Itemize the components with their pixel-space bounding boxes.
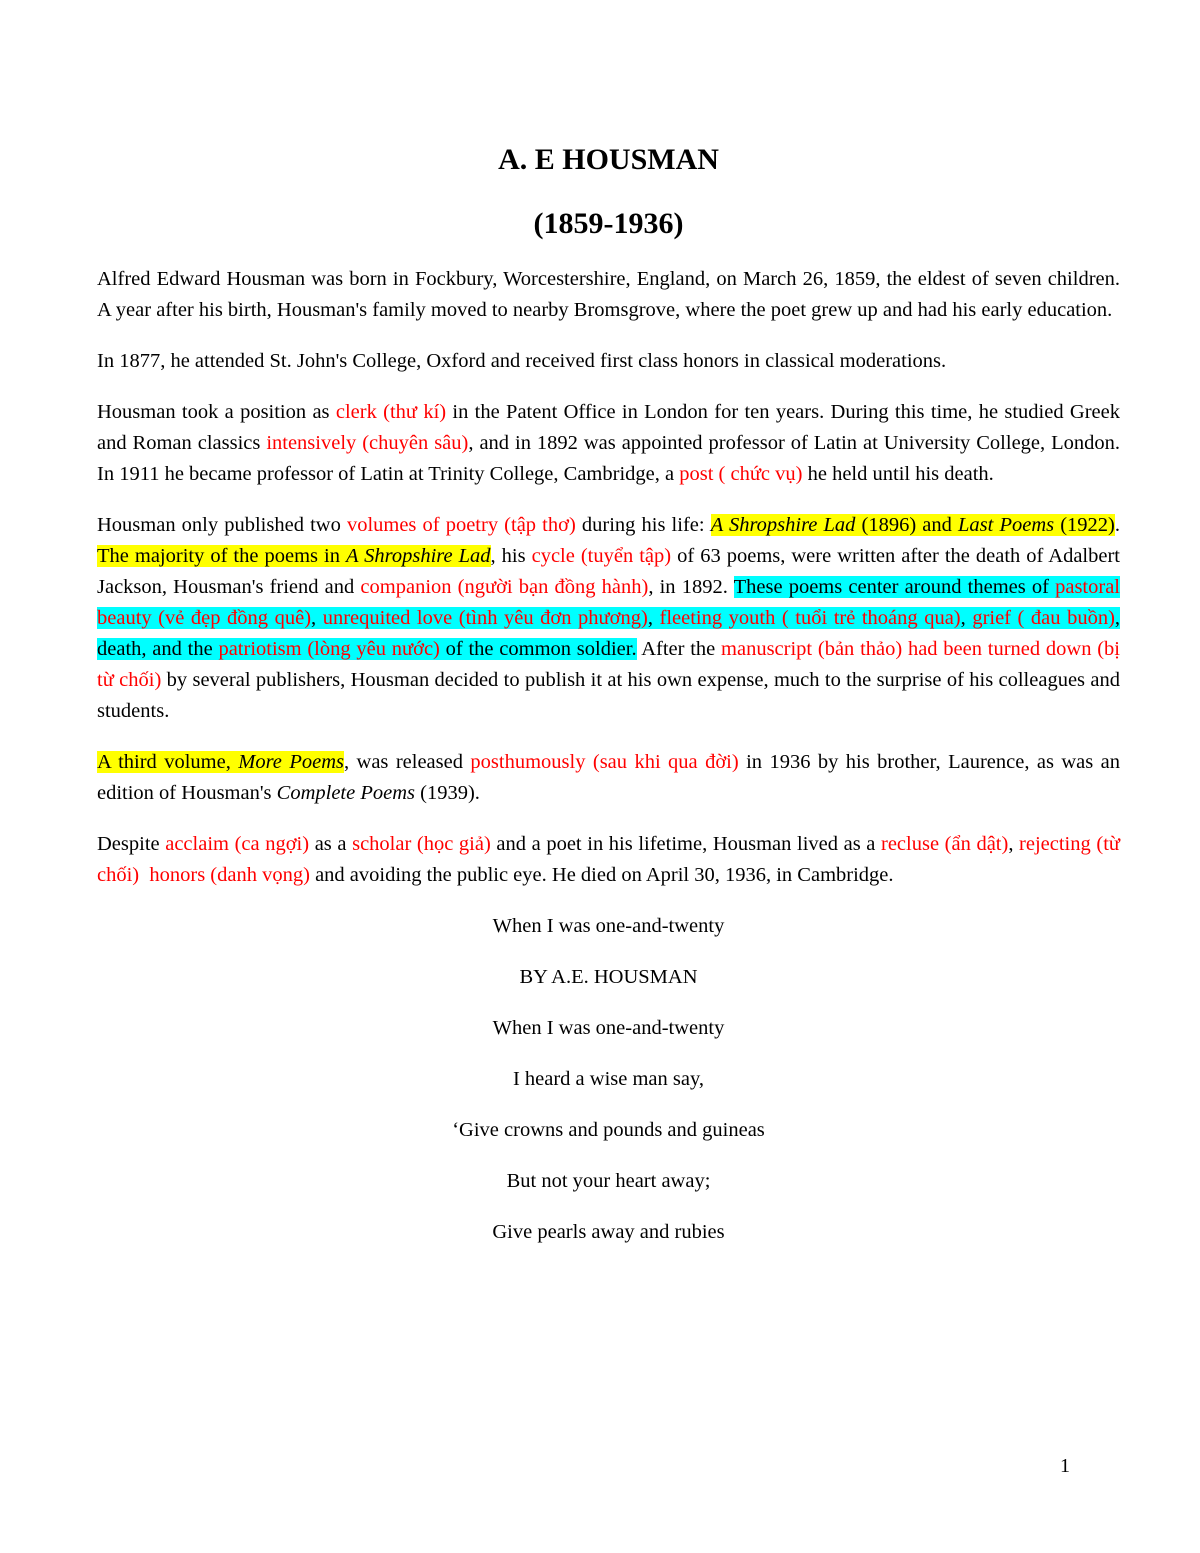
vocab-term: intensively (chuyên sâu) (266, 432, 469, 454)
text-run: by several publishers, Housman decided to publish it at his own expense, much to the surprise of his colleagues and students. (97, 669, 1120, 722)
text-run: (1922) (1054, 514, 1115, 536)
text-run: , in 1892. (648, 576, 734, 598)
text-run (139, 864, 149, 886)
vocab-term: cycle (tuyển tập) (531, 545, 672, 567)
text-run: After the (636, 638, 722, 660)
text-run: Housman took a position as (97, 401, 336, 423)
paragraph-later-life (97, 829, 1120, 891)
vocab-term: post ( chức vụ) (679, 463, 803, 485)
highlight-yellow (97, 545, 491, 567)
book-title: Complete Poems (276, 782, 415, 804)
vocab-term: clerk (thư kí) (335, 401, 447, 423)
text-run: of the common soldier. (439, 638, 637, 660)
text-run: Housman only published two (97, 514, 347, 536)
text-run: , was released (343, 751, 471, 773)
poem-line: ‘Give crowns and pounds and guineas (452, 1119, 765, 1141)
text-run: he held until his death. (802, 463, 994, 485)
paragraph-birth: Alfred Edward Housman was born in Fockbury, Worcestershire, England, on March 26, 1859, the eldest of seven children. A year after his birth, Housman's family moved to nearby Bromsgrove, where the poet grew up and had his early education. (97, 268, 1120, 321)
vocab-term: manuscript (bản thảo) had been turned down (bị từ chối) (97, 638, 1120, 691)
text-run: , (311, 607, 323, 629)
text-run: , (960, 607, 973, 629)
vocab-term: pastoral beauty (vẻ đẹp đồng quê) (97, 576, 1121, 629)
book-title: Last Poems (958, 514, 1055, 536)
poem-line: I heard a wise man say, (512, 1068, 705, 1090)
text-run: The majority of the poems in (97, 545, 346, 567)
vocab-term: companion (người bạn đồng hành) (360, 576, 649, 598)
poem-author: BY A.E. HOUSMAN (519, 966, 698, 988)
poem-title: When I was one-and-twenty (492, 915, 725, 937)
vocab-term: patriotism (lòng yêu nước) (218, 638, 440, 660)
text-run: , (647, 607, 660, 629)
vocab-term: grief ( đau buồn) (972, 607, 1115, 629)
vocab-term: volumes of poetry (tập thơ) (346, 514, 576, 536)
text-run: (1939). (415, 782, 480, 804)
highlight-yellow (711, 514, 1115, 536)
vocab-term: unrequited love (tình yêu đơn phương) (322, 607, 648, 629)
poem-line: But not your heart away; (506, 1170, 711, 1192)
text-run: Despite (97, 833, 166, 855)
text-run: . (1114, 514, 1120, 536)
text-run: , death, and the (97, 607, 1121, 660)
text-run: and avoiding the public eye. He died on April 30, 1936, in Cambridge. (309, 864, 894, 886)
text-run: in the Patent Office in London for ten years. During this time, he studied Greek and Roman classics (97, 401, 1120, 454)
vocab-term: posthumously (sau khi qua đời) (470, 751, 739, 773)
text-run: These poems center around themes of (733, 576, 1056, 598)
paragraph-publications (97, 510, 1120, 727)
vocab-term: honors (danh vọng) (149, 864, 310, 886)
book-title: A Shropshire Lad (710, 514, 856, 536)
vocab-term: rejecting (từ chối) (97, 833, 1120, 886)
book-title: More Poems (238, 751, 344, 773)
vocab-term: scholar (học giả) (352, 833, 491, 855)
highlight-yellow (97, 751, 344, 773)
text-run: , his (490, 545, 532, 567)
text-run: in 1936 by his brother, Laurence, as was an edition of Housman's (97, 751, 1121, 804)
page-subtitle-years: (1859-1936) (533, 207, 684, 240)
paragraph-education: In 1877, he attended St. John's College, Oxford and received first class honors in classical moderations. (97, 350, 947, 372)
text-run: A third volume, (97, 751, 239, 773)
paragraph-third-volume (97, 747, 1120, 809)
text-run: , and in 1892 was appointed professor of Latin at University College, London. In 1911 he became professor of Latin at Trinity College, Cambridge, a (97, 432, 1120, 485)
poem-line: Give pearls away and rubies (492, 1221, 725, 1243)
text-run: (1896) and (855, 514, 959, 536)
document-content (97, 140, 1120, 1268)
vocab-term: recluse (ẩn dật) (881, 833, 1009, 855)
poem (97, 911, 1120, 1248)
poem-line: When I was one-and-twenty (492, 1017, 725, 1039)
vocab-term: acclaim (ca ngợi) (165, 833, 310, 855)
text-run: and a poet in his lifetime, Housman lived as a (490, 833, 881, 855)
book-title: A Shropshire Lad (345, 545, 491, 567)
vocab-term: fleeting youth ( tuổi trẻ thoáng qua) (659, 607, 961, 629)
text-run: of 63 poems, were written after the death of Adalbert Jackson, Housman's friend and (97, 545, 1120, 598)
text-run: during his life: (575, 514, 711, 536)
page-number: 1 (1060, 1455, 1070, 1477)
text-run: , (1008, 833, 1020, 855)
page-title: A. E HOUSMAN (498, 143, 719, 176)
text-run: as a (309, 833, 353, 855)
paragraph-career (97, 397, 1120, 490)
